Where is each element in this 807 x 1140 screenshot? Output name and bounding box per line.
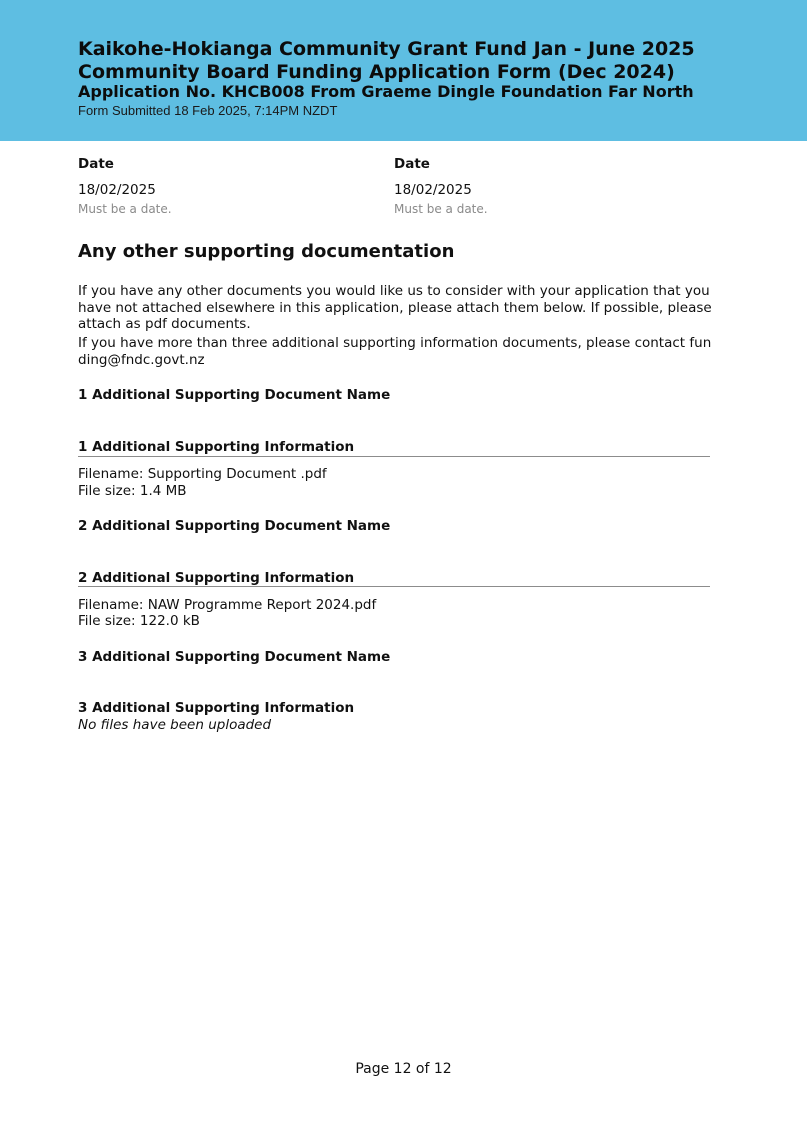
doc1-divider	[78, 456, 710, 457]
section-instructions: If you have any other documents you would like us to consider with your application that you have not attached elsewhere in this application, please attach them below. If possible, please attach as pdf documents.	[78, 283, 712, 332]
doc1-info-label: 1 Additional Supporting Information	[78, 439, 355, 455]
doc3-name-label: 3 Additional Supporting Document Name	[78, 649, 391, 665]
doc1-filesize: File size: 1.4 MB	[78, 483, 187, 499]
application-number: Application No. KHCB008 From Graeme Dingle Foundation Far North	[78, 82, 694, 101]
date-hint-1: Must be a date.	[78, 202, 172, 216]
doc2-filename: Filename: NAW Programme Report 2024.pdf	[78, 597, 377, 613]
doc2-name-label: 2 Additional Supporting Document Name	[78, 518, 391, 534]
date-hint-2: Must be a date.	[394, 202, 488, 216]
form-header	[0, 0, 807, 141]
form-title-line2: Community Board Funding Application Form (Dec 2024)	[78, 61, 675, 83]
date-value-2: 18/02/2025	[394, 182, 472, 198]
doc1-filename: Filename: Supporting Document .pdf	[78, 466, 327, 482]
submitted-timestamp: Form Submitted 18 Feb 2025, 7:14PM NZDT	[78, 103, 338, 118]
doc3-info-label: 3 Additional Supporting Information	[78, 700, 355, 716]
page-number: Page 12 of 12	[355, 1061, 452, 1077]
doc3-no-files: No files have been uploaded	[78, 717, 272, 733]
doc2-filesize: File size: 122.0 kB	[78, 613, 200, 629]
section-title: Any other supporting documentation	[78, 241, 455, 262]
doc1-name-label: 1 Additional Supporting Document Name	[78, 387, 391, 403]
form-title-line1: Kaikohe-Hokianga Community Grant Fund Jan - June 2025	[78, 38, 695, 60]
date-value-1: 18/02/2025	[78, 182, 156, 198]
section-contact-note: If you have more than three additional supporting information documents, please contact funding@fndc.govt.nz	[78, 335, 712, 368]
doc2-info-label: 2 Additional Supporting Information	[78, 570, 355, 586]
date-label-2: Date	[394, 156, 430, 172]
date-label-1: Date	[78, 156, 114, 172]
doc2-divider	[78, 586, 710, 587]
